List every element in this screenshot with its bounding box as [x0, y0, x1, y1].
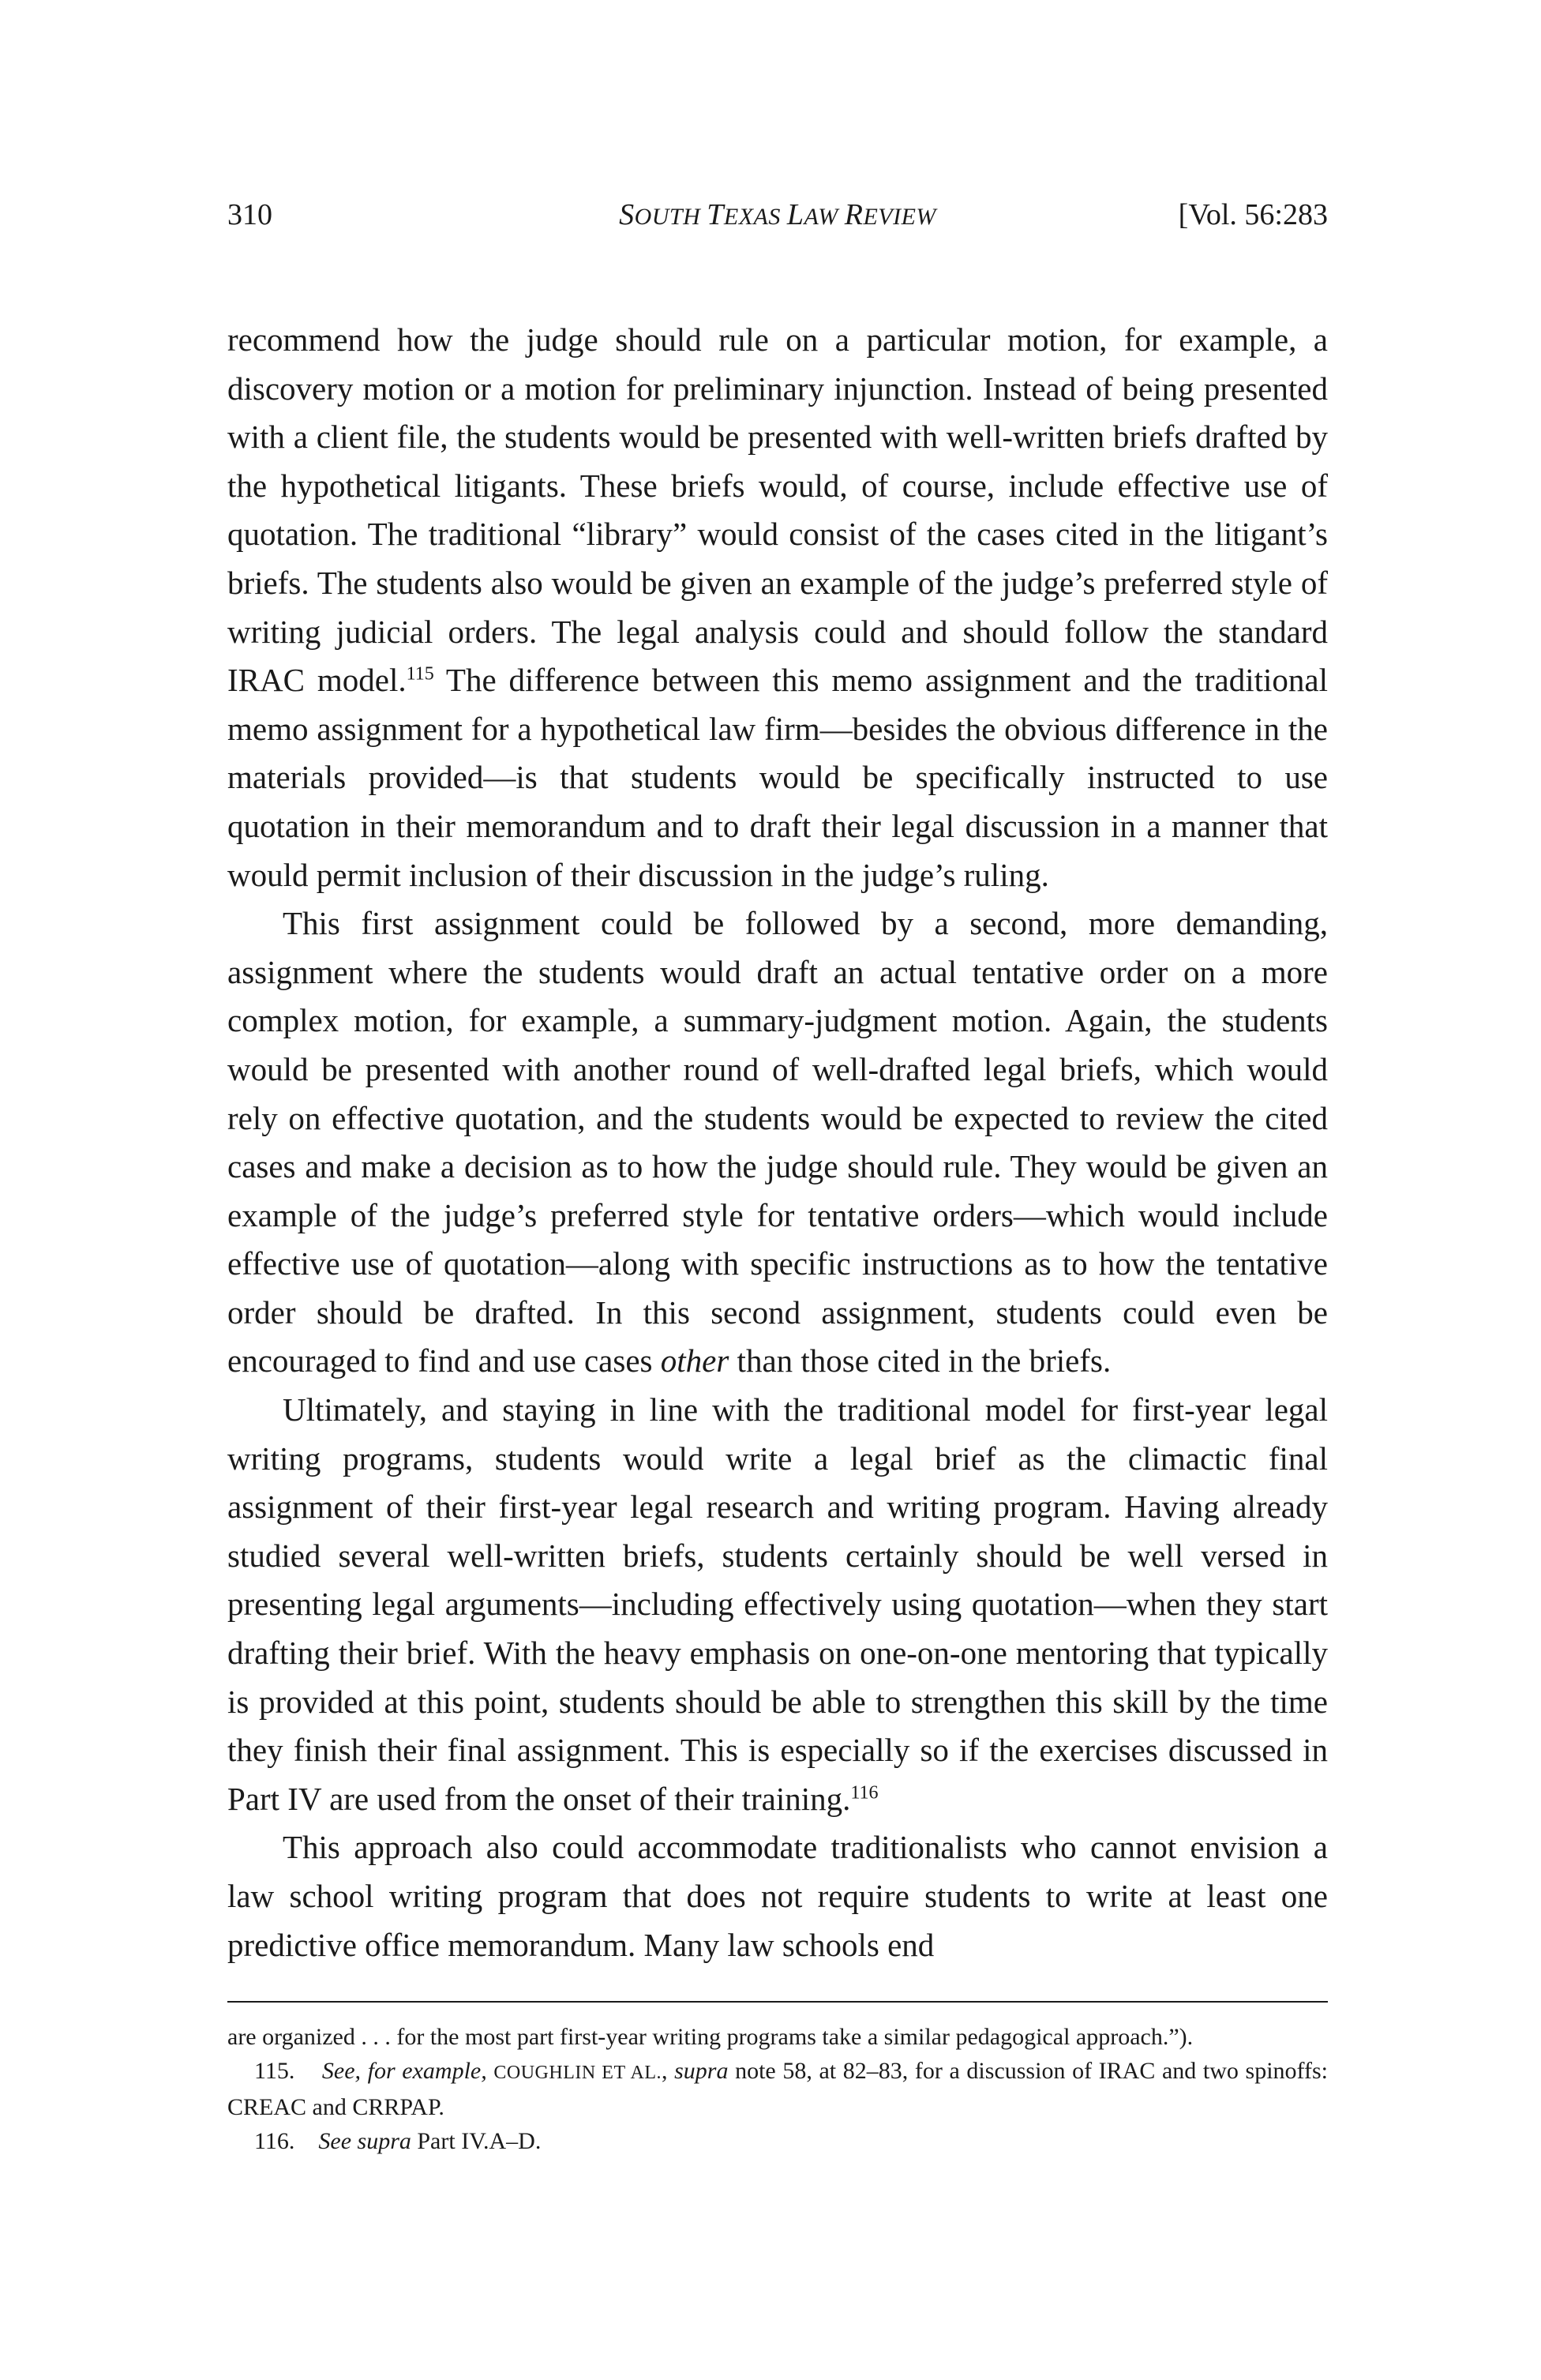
paragraph: This first assignment could be followed by a second, more demanding, assignment where the students would draft an actual tentative order on a more complex motion, for example, a summary-judgment motion. Again, the students would be presented with another round of well-drafted legal briefs, which would rely on effective quotation, and the students would be expected to review the cited cases and make a decision as to how the judge should rule. They would be given an example of the judge’s preferred style for tentative orders—which would include effective use of quotation—along with specific instructions as to how the tentative order should be drafted. In this second assignment, students could even be encouraged to find and use cases other than those cited in the briefs. [227, 905, 1328, 1380]
footnote-116: 116. See supra Part IV.A–D. [254, 2128, 542, 2155]
footnotes [227, 2020, 1328, 2158]
footnote-divider [227, 2001, 1328, 2003]
running-head [227, 191, 1328, 238]
footnote-115: 115. See, for example, COUGHLIN ET AL., supra note 58, at 82–83, for a discussion of IRAC and two spinoffs: CREAC and CRRPAP. [227, 2058, 1329, 2121]
paragraph: recommend how the judge should rule on a particular motion, for example, a discovery motion or a motion for preliminary injunction. Instead of being presented with a client file, the students would be presented with well-written briefs drafted by the hypothetical litigants. These briefs would, of course, include effective use of quotation. The traditional “library” would consist of the cases cited in the litigant’s briefs. The students also would be given an example of the judge’s preferred style of writing judicial orders. The legal analysis could and should follow the standard IRAC model.$^{115}$ The difference between this memo assignment and the traditional memo assignment for a hypothetical law firm—besides the obvious difference in the materials provided—is that students would be specifically instructed to use quotation in their memorandum and to draft their legal discussion in a manner that would permit inclusion of their discussion in the judge’s ruling. [227, 321, 1328, 893]
page [227, 191, 1328, 2158]
paragraph: This approach also could accommodate traditionalists who cannot envision a law school writing program that does not require students to write at least one predictive office memorandum. Many law schools end [227, 1829, 1328, 1963]
footnote-continuation: are organized . . . for the most part first-year writing programs take a similar pedagogical approach.”). [227, 2024, 1194, 2051]
journal-title: SOUTH TEXAS LAW REVIEW [619, 198, 936, 231]
volume-citation: [Vol. 56:283 [1178, 198, 1328, 231]
footnote-reference[interactable]: 116 [850, 1782, 879, 1804]
body-text [227, 316, 1328, 1969]
footnote-reference[interactable]: 115 [406, 663, 434, 685]
paragraph: Ultimately, and staying in line with the traditional model for first-year legal writing programs, students would write a legal brief as the climactic final assignment of their first-year legal research and writing program. Having already studied several well-written briefs, students certainly should be well versed in presenting legal arguments—including effectively using quotation—when they start drafting their brief. With the heavy emphasis on one-on-one mentoring that typically is provided at this point, students should be able to strengthen this skill by the time they finish their final assignment. This is especially so if the exercises discussed in Part IV are used from the onset of their training.$^{116}$ [227, 1391, 1328, 1817]
page-number: 310 [227, 198, 272, 231]
